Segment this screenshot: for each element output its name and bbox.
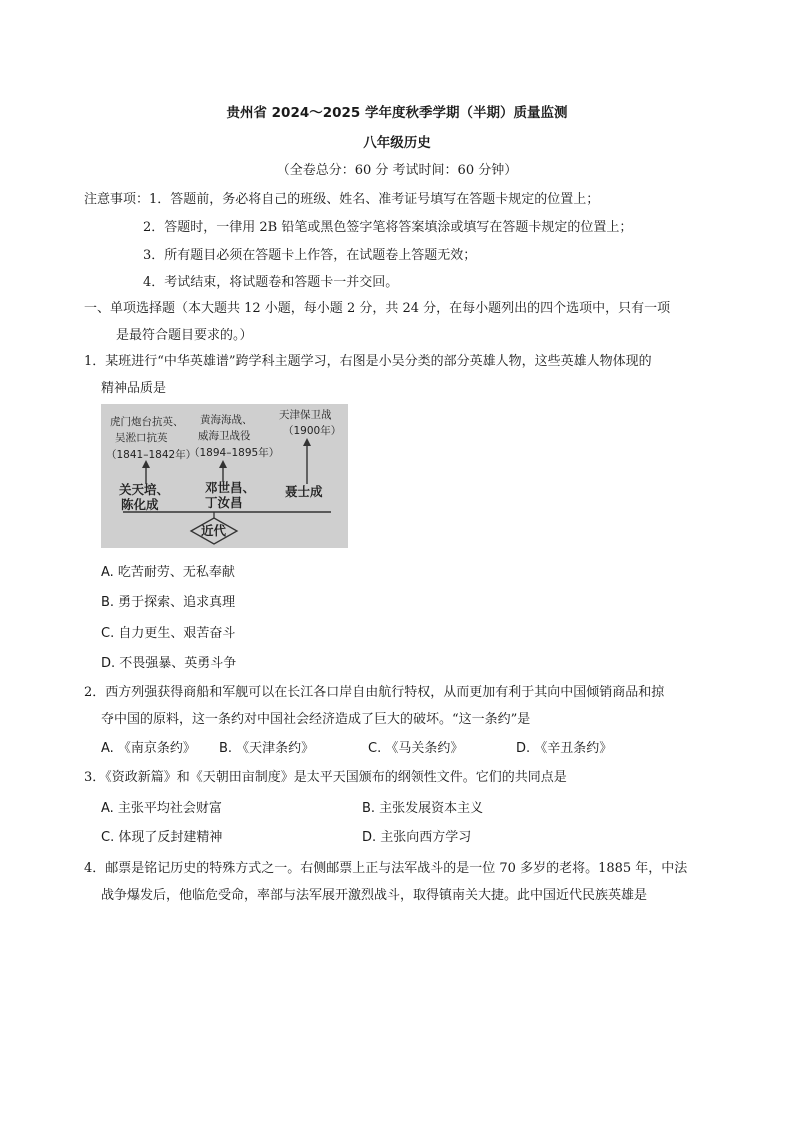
q2-option-a[interactable]: A. 《南京条约》 — [101, 741, 196, 756]
event2-line1: 黄海海战、 — [200, 414, 253, 426]
event1-line1: 虎门炮台抗英、 — [110, 416, 184, 428]
event2-years: （1894–1895年） — [189, 447, 280, 459]
era-label: 近代 — [201, 523, 227, 538]
exam-title: 贵州省 2024～2025 学年度秋季学期（半期）质量监测 — [226, 105, 568, 121]
q2-option-c[interactable]: C. 《马关条约》 — [368, 741, 464, 756]
q2-stem: 2．西方列强获得商船和军舰可以在长江各口岸自由航行特权，从而更加有利于其向中国倾销商品和掠 — [84, 685, 665, 700]
hero2-line1: 邓世昌、 — [205, 480, 256, 495]
hero2-line2: 丁汝昌 — [205, 495, 243, 510]
notice-item-3: 3．所有题目必须在答题卡上作答，在试题卷上答题无效； — [143, 248, 477, 263]
q4-stem: 4．邮票是铭记历史的特殊方式之一。右侧邮票上正与法军战斗的是一位 70 多岁的老将。1885 年，中法 — [84, 861, 688, 876]
hero1-line2: 陈化成 — [121, 497, 159, 512]
q1-hero-diagram — [101, 404, 348, 548]
q3-option-c[interactable]: C. 体现了反封建精神 — [101, 830, 223, 845]
q1-option-a[interactable]: A. 吃苦耐劳、无私奉献 — [101, 565, 235, 580]
exam-meta: （全卷总分：60 分 考试时间：60 分钟） — [276, 163, 518, 178]
event2-line2: 威海卫战役 — [198, 430, 251, 442]
hero3: 聂士成 — [285, 484, 323, 499]
q3-option-a[interactable]: A. 主张平均社会财富 — [101, 801, 222, 816]
event3-line1: 天津保卫战 — [279, 409, 332, 421]
q4-stem-cont: 战争爆发后，他临危受命，率部与法军展开激烈战斗，取得镇南关大捷。此中国近代民族英雄是 — [101, 888, 648, 903]
notice-label: 注意事项： — [84, 192, 150, 207]
q1-stem: 1．某班进行“中华英雄谱”跨学科主题学习，右图是小吴分类的部分英雄人物，这些英雄人物体现的 — [84, 354, 652, 369]
q2-stem-cont: 夺中国的原料，这一条约对中国社会经济造成了巨大的破坏。“这一条约”是 — [101, 712, 531, 727]
q1-option-b[interactable]: B. 勇于探索、追求真理 — [101, 595, 236, 610]
q2-option-d[interactable]: D. 《辛丑条约》 — [516, 741, 613, 756]
section1-heading: 一、单项选择题（本大题共 12 小题，每小题 2 分，共 24 分，在每小题列出的四个选项中，只有一项 — [84, 301, 671, 316]
q3-option-d[interactable]: D. 主张向西方学习 — [362, 830, 472, 845]
q3-option-b[interactable]: B. 主张发展资本主义 — [362, 801, 484, 816]
notice-block — [84, 188, 599, 207]
q1-option-d[interactable]: D. 不畏强暴、英勇斗争 — [101, 656, 237, 671]
section1-heading-cont: 是最符合题目要求的。） — [116, 328, 253, 343]
notice-item-4: 4．考试结束，将试题卷和答题卡一并交回。 — [143, 275, 399, 290]
q1-option-c[interactable]: C. 自力更生、艰苦奋斗 — [101, 626, 236, 641]
hero1-line1: 关天培、 — [119, 482, 170, 497]
q3-stem: 3．《资政新篇》和《天朝田亩制度》是太平天国颁布的纲领性文件。它们的共同点是 — [84, 770, 567, 785]
q2-option-b[interactable]: B. 《天津条约》 — [219, 741, 315, 756]
exam-subject: 八年级历史 — [363, 135, 431, 151]
q1-stem-cont: 精神品质是 — [101, 381, 167, 396]
event1-line2: 吴淞口抗英 — [115, 432, 168, 444]
notice-item-2: 2．答题时，一律用 2B 铅笔或黑色签字笔将答案填涂或填写在答题卡规定的位置上； — [143, 220, 633, 235]
event1-years: （1841–1842年） — [106, 449, 197, 461]
notice-item-1: 1．答题前，务必将自己的班级、姓名、准考证号填写在答题卡规定的位置上； — [149, 192, 600, 207]
event3-years: （1900年） — [283, 425, 342, 437]
